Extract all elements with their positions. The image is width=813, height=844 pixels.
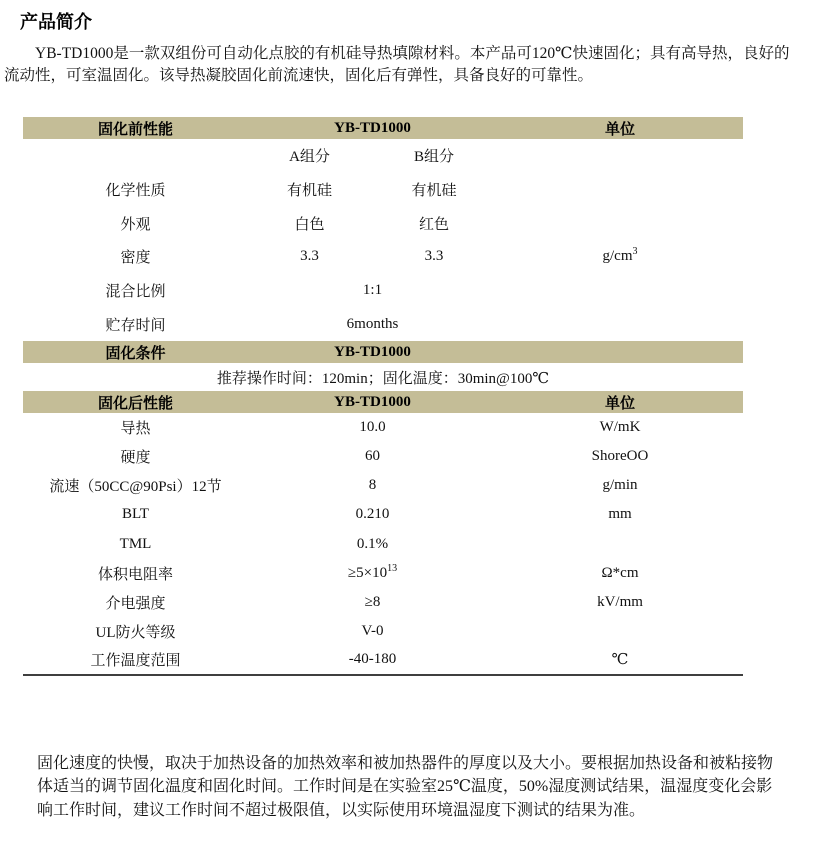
value-merged: 10.0 [359,419,386,436]
property-name: 化学性质 [105,183,166,200]
value-merged: 8 [368,477,377,494]
value-b: 有机硅 [411,183,457,200]
property-name: 贮存时间 [105,317,166,334]
page-title: 产品简介 [20,12,92,32]
table-row-volume-resistivity [23,559,743,588]
cure-condition-header-row [23,341,743,363]
value-b: 红色 [419,216,450,233]
unit-cell: g/min [602,477,638,494]
value-a: 3.3 [300,248,319,265]
property-name: 工作温度范围 [90,653,181,670]
precure-header-unit: 单位 [497,117,743,139]
unit-cell [497,617,743,646]
value-merged: V-0 [361,622,384,639]
table-row-chemistry [23,173,743,207]
postcure-header-product: YB-TD1000 [248,391,497,413]
cure-condition-note-row [23,363,743,391]
table-row-components [23,139,743,173]
unit-cell: Ω*cm [601,564,639,581]
value-a: 白色 [294,216,325,233]
intro-paragraph: YB-TD1000是一款双组份可自动化点胶的有机硅导热填隙材料。本产品可120℃快速固化；具有高导热，良好的流动性，可室温固化。该导热凝胶固化前流速快，固化后有弹性，具备良好的可靠性。 [4,45,790,84]
property-name: 流速（50CC@90Psi）12节 [49,479,222,496]
unit-cell [497,274,743,308]
spec-table [23,117,743,676]
value-text: ≥5×10 [347,564,388,581]
empty-cell [497,341,743,363]
precure-header-product: YB-TD1000 [248,117,497,139]
property-name: 外观 [120,216,151,233]
property-name: UL防火等级 [95,624,176,641]
value-merged: -40-180 [348,651,397,668]
table-row-appearance [23,206,743,240]
value-merged: 60 [365,448,380,465]
unit-cell [497,240,743,274]
unit-cell: mm [608,506,632,523]
unit-superscript: 3 [632,246,638,258]
table-row-hardness [23,442,743,471]
property-name: TML [119,535,152,552]
unit-cell [497,530,743,559]
value-merged: 0.210 [355,506,390,523]
postcure-header-title: 固化后性能 [23,391,248,413]
value-superscript: 13 [387,562,398,574]
property-name: 混合比例 [105,284,166,301]
value-merged: ≥8 [364,593,381,610]
table-row-flow-rate [23,471,743,500]
value-a: 有机硅 [286,183,332,200]
unit-cell [497,173,743,207]
table-row-dielectric-strength [23,588,743,617]
property-name: 密度 [120,250,151,267]
empty-cell [497,139,743,173]
table-row-ul-rating [23,617,743,646]
property-name: BLT [122,506,149,523]
table-row-tml [23,530,743,559]
value-merged: 1:1 [362,282,383,299]
property-name: 体积电阻率 [97,566,173,583]
table-row-operating-temp [23,646,743,675]
precure-header-row [23,117,743,139]
unit-cell: W/mK [599,419,641,436]
component-a-label: A组分 [289,149,330,166]
table-row-mix-ratio [23,274,743,308]
property-name: 导热 [120,421,151,438]
value-merged: 6months [346,315,399,332]
component-b-label: B组分 [414,149,455,166]
table-row-blt [23,500,743,529]
value-merged [248,559,497,588]
cure-condition-note: 推荐操作时间：120min；固化温度：30min@100℃ [216,370,550,387]
cure-condition-title: 固化条件 [23,341,248,363]
unit-text: g/cm [602,248,633,265]
value-merged: 0.1% [356,535,389,552]
value-b: 3.3 [424,248,444,265]
empty-cell [23,139,248,173]
unit-cell: ShoreOO [591,448,649,465]
table-row-density [23,240,743,274]
footer-note-paragraph: 固化速度的快慢，取决于加热设备的加热效率和被加热器件的厚度以及大小。要根据加热设备和被粘接物体适当的调节固化温度和固化时间。工作时间是在实验室25℃温度，50%湿度测试结果，温湿度变化会影响工作时间，建议工作时间不超过极限值，以实际使用环境温湿度下测试的结果为准。 [37,754,774,819]
postcure-header-unit: 单位 [497,391,743,413]
precure-header-title: 固化前性能 [23,117,248,139]
property-name: 硬度 [120,450,151,467]
unit-cell [497,206,743,240]
postcure-header-row [23,391,743,413]
table-row-shelf-life [23,307,743,341]
unit-cell: ℃ [611,652,629,669]
unit-cell [497,307,743,341]
property-name: 介电强度 [105,595,166,612]
cure-condition-product: YB-TD1000 [248,341,497,363]
unit-cell: kV/mm [597,593,643,610]
table-row-thermal-conductivity [23,413,743,442]
